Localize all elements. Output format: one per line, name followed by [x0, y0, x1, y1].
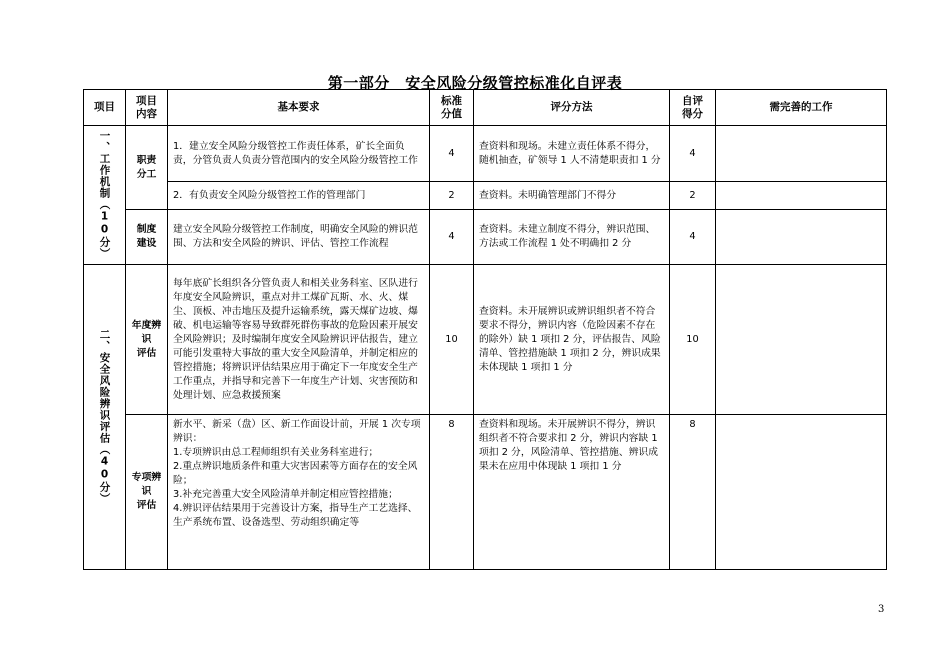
requirement-line: 4.辨识评估结果用于完善设计方案，指导生产工艺选择、生产系统布置、设备选型、劳动组织确定等	[173, 503, 418, 528]
content-cell	[126, 126, 168, 210]
content-label: 制度 建设	[136, 224, 157, 249]
header-improve: 需完善的工作	[716, 90, 887, 126]
table-row	[84, 415, 887, 570]
section-label: 二、安全风险辨识评估（40分）	[98, 329, 111, 505]
improve-cell	[716, 182, 887, 210]
score-cell: 8	[430, 415, 474, 570]
content-cell	[126, 415, 168, 570]
method-cell: 查资料和现场。未开展辨识不得分，辨识组织者不符合要求扣 2 分，辨识内容缺 1 项扣 2 分，风险清单、管控措施、辨识成果未在应用中体现缺 1 项扣 1 分	[474, 415, 670, 570]
content-label: 职责 分工	[136, 154, 157, 180]
content-label: 专项辨识 评估	[131, 472, 162, 511]
header-score-text: 标准 分值	[441, 94, 462, 120]
header-self-score	[670, 90, 716, 126]
requirement-cell: 1．建立安全风险分级管控工作责任体系，矿长全面负责，分管负责人负责分管范围内的安全风险分级管控工作	[168, 126, 430, 182]
requirement-line: 3.补充完善重大安全风险清单并制定相应管控措施；	[173, 489, 398, 500]
header-requirement: 基本要求	[168, 90, 430, 126]
document-title: 第一部分 安全风险分级管控标准化自评表	[327, 74, 623, 92]
improve-cell	[716, 415, 887, 570]
method-cell: 查资料。未开展辨识或辨识组织者不符合要求不得分，辨识内容（危险因素不存在的除外）缺 1 项扣 2 分，评估报告、风险清单、管控措施缺 1 项扣 2 分，辨识成果未体现缺 1 项扣 1 分	[474, 265, 670, 415]
table-row	[84, 182, 887, 210]
requirement-cell: 每年底矿长组织各分管负责人和相关业务科室、区队进行年度安全风险辨识，重点对井工煤矿瓦斯、水、火、煤尘、顶板、冲击地压及提升运输系统，露天煤矿边坡、爆破、机电运输等容易导致群死群伤事故的危险因素开展安全风险辨识；及时编制年度安全风险辨识评估报告，建立可能引发重特大事故的重大安全风险清单，并制定相应的管控措施；将辨识评估结果应用于确定下一年度安全生产工作重点，并指导和完善下一年度生产计划、灾害预防和处理计划、应急救援预案	[168, 265, 430, 415]
header-method: 评分方法	[474, 90, 670, 126]
header-self-score-text: 自评 得分	[682, 94, 703, 120]
method-cell: 查资料和现场。未建立责任体系不得分，随机抽查，矿领导 1 人不清楚职责扣 1 分	[474, 126, 670, 182]
requirement-cell: 建立安全风险分级管控工作制度，明确安全风险的辨识范围、方法和安全风险的辨识、评估、管控工作流程	[168, 210, 430, 265]
improve-cell	[716, 265, 887, 415]
table-header-row	[84, 90, 887, 126]
section-cell	[84, 126, 126, 265]
requirement-cell	[168, 415, 430, 570]
table-row	[84, 126, 887, 182]
self-score-cell: 4	[670, 126, 716, 182]
content-cell	[126, 210, 168, 265]
score-cell: 4	[430, 126, 474, 182]
section-label: 一、工作机制（10分）	[98, 130, 111, 260]
self-assessment-table	[83, 89, 887, 570]
method-cell: 查资料。未建立制度不得分，辨识范围、方法或工作流程 1 处不明确扣 2 分	[474, 210, 670, 265]
self-score-cell: 10	[670, 265, 716, 415]
score-cell: 2	[430, 182, 474, 210]
header-item: 项目	[84, 90, 126, 126]
content-label: 年度辨识 评估	[131, 319, 162, 359]
self-score-cell: 4	[670, 210, 716, 265]
requirement-cell: 2．有负责安全风险分级管控工作的管理部门	[168, 182, 430, 210]
requirement-line: 新水平、新采（盘）区、新工作面设计前，开展 1 次专项辨识：	[173, 419, 421, 444]
header-content	[126, 90, 168, 126]
method-cell: 查资料。未明确管理部门不得分	[474, 182, 670, 210]
requirement-line: 1.专项辨识由总工程师组织有关业务科室进行；	[173, 447, 379, 458]
page-number: 3	[878, 604, 885, 615]
score-cell: 4	[430, 210, 474, 265]
header-score	[430, 90, 474, 126]
section-cell	[84, 265, 126, 570]
table-row	[84, 265, 887, 415]
score-cell: 10	[430, 265, 474, 415]
header-content-text: 项目 内容	[136, 94, 157, 120]
content-cell	[126, 265, 168, 415]
self-score-cell: 8	[670, 415, 716, 570]
table-row	[84, 210, 887, 265]
requirement-line: 2.重点辨识地质条件和重大灾害因素等方面存在的安全风险；	[173, 461, 418, 486]
improve-cell	[716, 126, 887, 182]
self-score-cell: 2	[670, 182, 716, 210]
improve-cell	[716, 210, 887, 265]
